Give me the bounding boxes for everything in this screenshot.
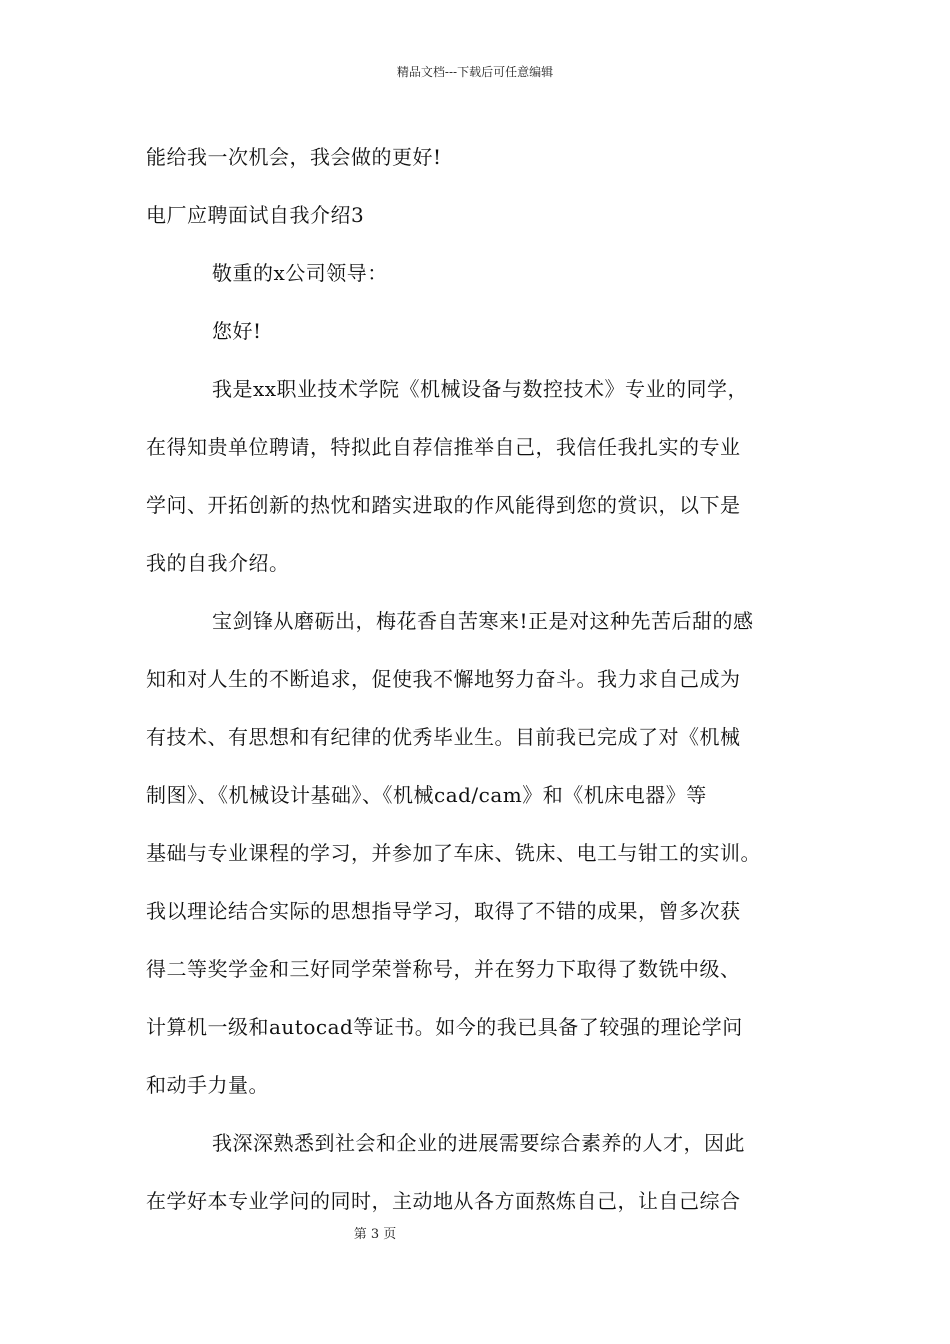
body-line: 和动手力量。 — [146, 1073, 269, 1097]
body-line: 有技术、有思想和有纪律的优秀毕业生。目前我已完成了对《机械 — [146, 725, 741, 749]
body-line: 知和对人生的不断追求，促使我不懈地努力奋斗。我力求自己成为 — [146, 667, 741, 691]
body-line: 得二等奖学金和三好同学荣誉称号，并在努力下取得了数铣中级、 — [146, 957, 741, 981]
body-line: 在得知贵单位聘请，特拟此自荐信推举自己，我信任我扎实的专业 — [146, 435, 741, 459]
body-line: 我是xx职业技术学院《机械设备与数控技术》专业的同学， — [212, 377, 749, 401]
page-header: 精品文档---下载后可任意编辑 — [396, 65, 554, 79]
document-body — [146, 128, 810, 1230]
page-number: 第 3 页 — [353, 1227, 397, 1242]
greeting: 您好! — [212, 319, 262, 343]
body-line: 能给我一次机会，我会做的更好! — [146, 145, 442, 169]
salutation: 敬重的x公司领导： — [212, 261, 388, 285]
body-line: 计算机一级和autocad等证书。如今的我已具备了较强的理论学问 — [146, 1015, 743, 1039]
section-title: 电厂应聘面试自我介绍3 — [146, 203, 365, 227]
body-line: 学问、开拓创新的热忱和踏实进取的作风能得到您的赏识，以下是 — [146, 493, 741, 517]
body-line: 制图》、《机械设计基础》、《机械cad/cam》和《机床电器》等 — [146, 783, 707, 807]
body-line: 我的自我介绍。 — [146, 551, 290, 575]
body-line: 基础与专业课程的学习，并参加了车床、铣床、电工与钳工的实训。 — [146, 841, 761, 865]
body-line: 我深深熟悉到社会和企业的进展需要综合素养的人才，因此 — [212, 1131, 745, 1155]
body-line: 我以理论结合实际的思想指导学习，取得了不错的成果，曾多次获 — [146, 899, 741, 923]
body-line: 在学好本专业学问的同时，主动地从各方面熬炼自己，让自己综合 — [146, 1189, 741, 1213]
body-line: 宝剑锋从磨砺出，梅花香自苦寒来!正是对这种先苦后甜的感 — [212, 609, 754, 633]
